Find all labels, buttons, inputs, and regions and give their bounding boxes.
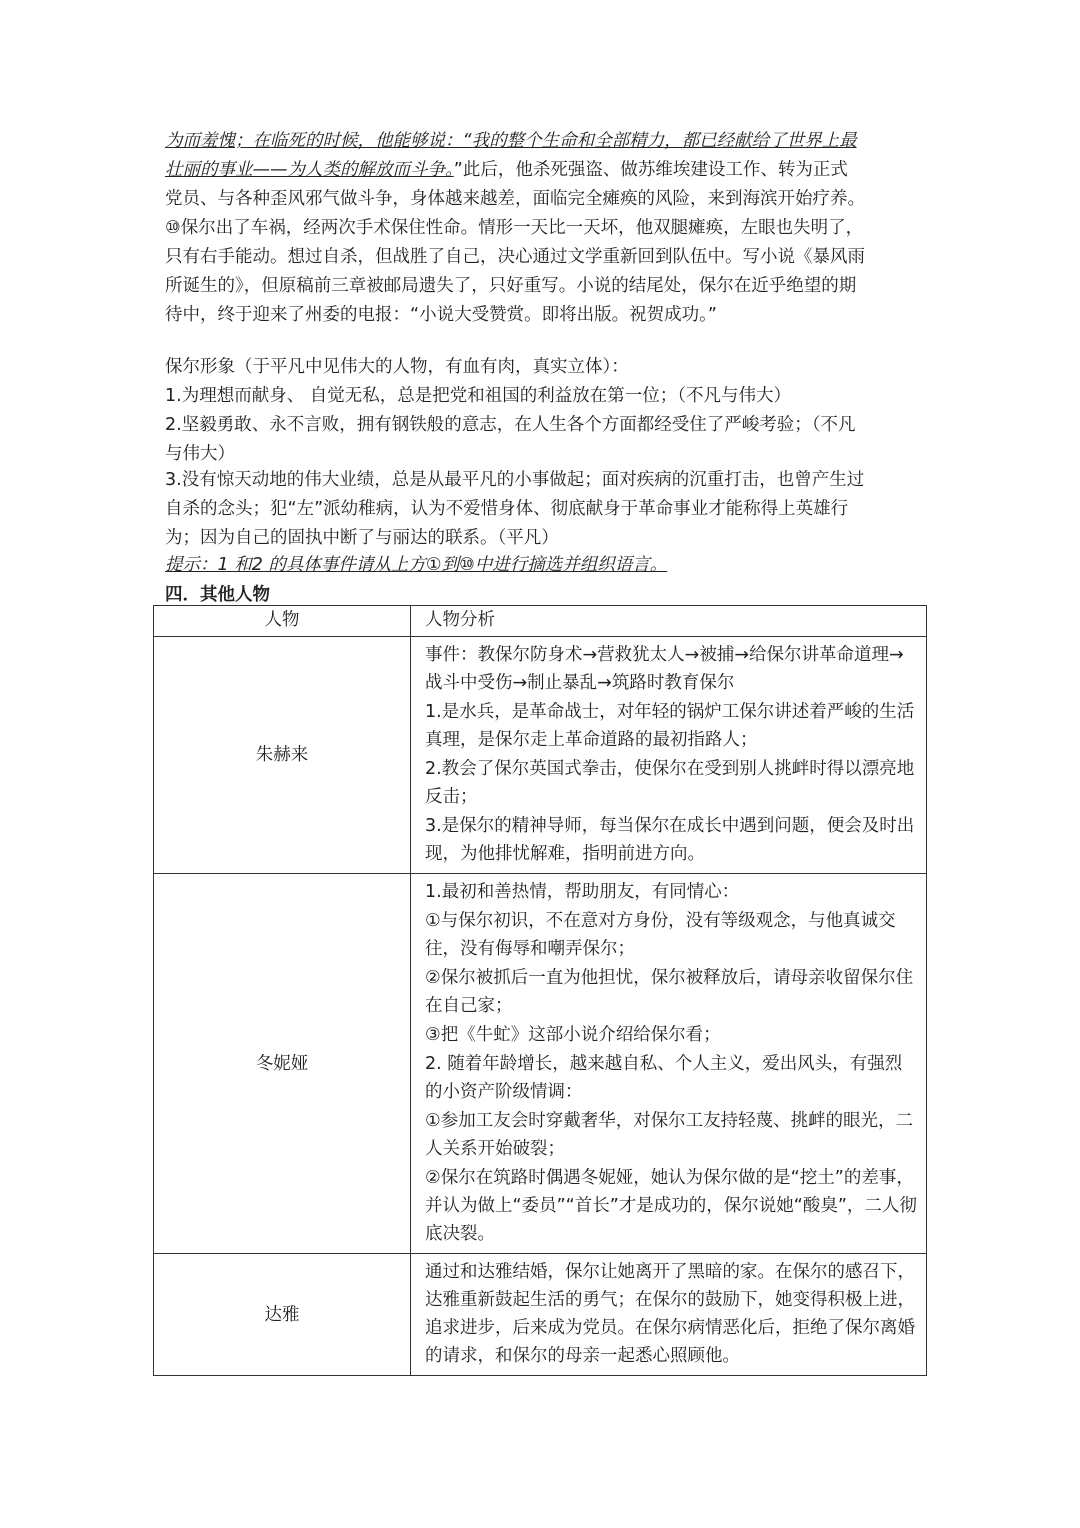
analysis-line: 2. 随着年龄增长，越来越自私、个人主义，爱出风头，有强烈的小资产阶级情调： xyxy=(425,1054,903,1102)
person-analysis xyxy=(411,1254,927,1376)
text-line: 党员、与各种歪风邪气做斗争，身体越来越差，面临完全瘫痪的风险，来到海滨开始疗养。 xyxy=(165,189,865,209)
analysis-line: 1.是水兵，是革命战士，对年轻的锅炉工保尔讲述着严峻的生活真理，是保尔走上革命道路的最初指路人； xyxy=(425,702,915,750)
header-person: 人物 xyxy=(154,606,411,637)
person-analysis xyxy=(411,874,927,1254)
text-line: 所诞生的》，但原稿前三章被邮局遗失了，只好重写。小说的结尾处，保尔在近乎绝望的期 xyxy=(165,276,857,296)
text-line: 自杀的念头；犯“左”派幼稚病，认为不爱惜身体、彻底献身于革命事业才能称得上英雄行 xyxy=(165,499,849,519)
table-body xyxy=(154,637,927,1376)
analysis-line: ①与保尔初识，不在意对方身份，没有等级观念，与他真诚交往，没有侮辱和嘲弄保尔； xyxy=(425,911,896,959)
person-name: 冬妮娅 xyxy=(154,874,411,1254)
table-header-row xyxy=(154,606,927,637)
text-line: 与伟大） xyxy=(165,444,235,464)
analysis-line: 2.教会了保尔英国式拳击，使保尔在受到别人挑衅时得以漂亮地反击； xyxy=(425,759,915,807)
person-analysis xyxy=(411,637,927,874)
quote-italic-1: 为而羞愧；在临死的时候，他能够说：“我的整个生命和全部精力，都已经献给了世界上最 xyxy=(165,131,857,151)
analysis-line: 1.最初和善热情，帮助朋友，有同情心： xyxy=(425,882,740,902)
analysis-line: ③把《牛虻》这部小说介绍给保尔看； xyxy=(425,1025,721,1045)
text-line: 2.坚毅勇敢、永不言败，拥有钢铁般的意志，在人生各个方面都经受住了严峻考验；（不凡 xyxy=(165,415,856,435)
analysis-line: 通过和达雅结婚，保尔让她离开了黑暗的家。在保尔的感召下，达雅重新鼓起生活的勇气；在保尔的鼓励下，她变得积极上进，追求进步，后来成为党员。在保尔病情恶化后，拒绝了保尔离婚的请求，和保尔的母亲一起悉心照顾他。 xyxy=(425,1262,915,1366)
text-line: ⑩保尔出了车祸，经两次手术保住性命。情形一天比一天坏，他双腿瘫痪，左眼也失明了， xyxy=(165,218,864,238)
image-item-3 xyxy=(165,466,930,553)
text-line: 只有右手能动。想过自杀，但战胜了自己，决心通过文学重新回到队伍中。写小说《暴风雨 xyxy=(165,247,865,267)
analysis-line: ②保尔被抓后一直为他担忧，保尔被释放后，请母亲收留保尔住在自己家； xyxy=(425,968,914,1016)
text-line: 为；因为自己的固执中断了与丽达的联系。（平凡） xyxy=(165,528,559,548)
text-line: 待中，终于迎来了州委的电报：“小说大受赞赏。即将出版。祝贺成功。” xyxy=(165,305,717,325)
header-analysis: 人物分析 xyxy=(411,606,927,637)
image-item-2 xyxy=(165,411,930,469)
analysis-line: ②保尔在筑路时偶遇冬妮娅，她认为保尔做的是“挖土”的差事，并认为做上“委员”“首长”才是成功的，保尔说她“酸臭”，二人彻底决裂。 xyxy=(425,1168,917,1244)
person-name: 达雅 xyxy=(154,1254,411,1376)
quote-italic-2: 壮丽的事业——为人类的解放而斗争。 xyxy=(165,160,454,180)
character-table xyxy=(153,605,927,1376)
text-line: 3.没有惊天动地的伟大业绩，总是从最平凡的小事做起；面对疾病的沉重打击，也曾产生过 xyxy=(165,470,865,490)
person-name: 朱赫来 xyxy=(154,637,411,874)
text-line: ”此后，他杀死强盗、做苏维埃建设工作、转为正式 xyxy=(453,160,848,180)
table-row xyxy=(154,1254,927,1376)
section-title: 四．其他人物 xyxy=(165,585,270,605)
analysis-line: 事件：教保尔防身术→营救犹太人→被捕→给保尔讲革命道理→战斗中受伤→制止暴乱→筑路时教育保尔 xyxy=(425,645,904,693)
narrative-paragraph xyxy=(165,127,930,330)
image-item-1: 1.为理想而献身、 自觉无私，总是把党和祖国的利益放在第一位；（不凡与伟大） xyxy=(165,386,792,406)
hint-text: 提示：1 和2 的具体事件请从上方①到⑩中进行摘选并组织语言。 xyxy=(165,555,668,575)
table-row xyxy=(154,874,927,1254)
image-heading: 保尔形象（于平凡中见伟大的人物，有血有肉，真实立体）： xyxy=(165,357,629,377)
analysis-line: 3.是保尔的精神导师，每当保尔在成长中遇到问题，便会及时出现，为他排忧解难，指明前进方向。 xyxy=(425,816,915,864)
table-row xyxy=(154,637,927,874)
analysis-line: ①参加工友会时穿戴奢华，对保尔工友持轻蔑、挑衅的眼光，二人关系开始破裂； xyxy=(425,1111,914,1159)
